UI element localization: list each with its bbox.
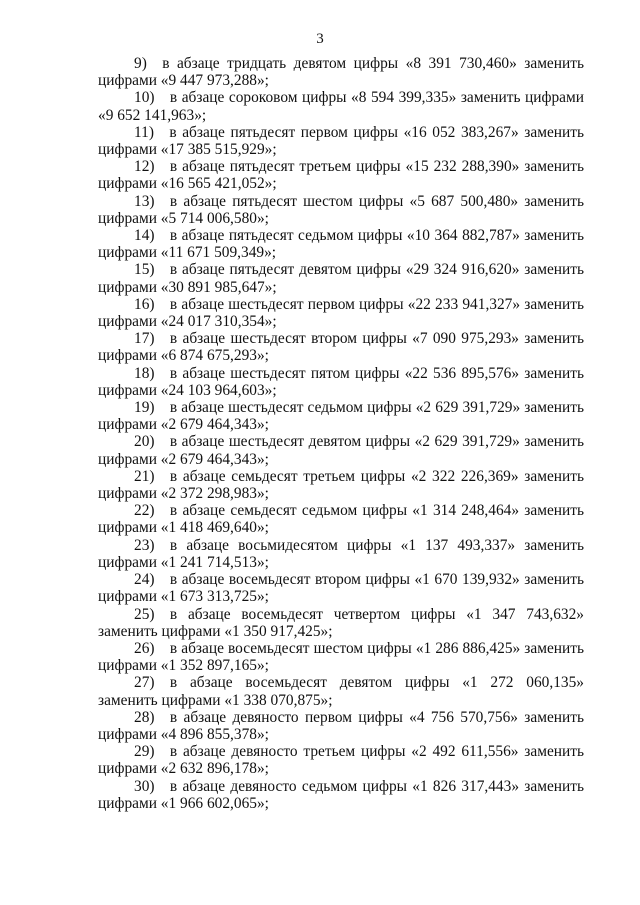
amendment-list <box>98 55 584 812</box>
amendment-item: 22) в абзаце семьдесят седьмом цифры «1 314 248,464» заменить цифрами «1 418 469,640»; <box>98 502 584 537</box>
amendment-item: 19) в абзаце шестьдесят седьмом цифры «2 629 391,729» заменить цифрами «2 679 464,343»; <box>98 399 584 434</box>
amendment-item: 28) в абзаце девяносто первом цифры «4 756 570,756» заменить цифрами «4 896 855,378»; <box>98 708 584 743</box>
amendment-item: 25) в абзаце восемьдесят четвертом цифры «1 347 743,632» заменить цифрами «1 350 917,425»; <box>98 605 584 640</box>
amendment-item: 29) в абзаце девяносто третьем цифры «2 492 611,556» заменить цифрами «2 632 896,178»; <box>98 743 584 778</box>
amendment-item: 24) в абзаце восемьдесят втором цифры «1 670 139,932» заменить цифрами «1 673 313,725»; <box>98 571 584 606</box>
amendment-item: 18) в абзаце шестьдесят пятом цифры «22 536 895,576» заменить цифрами «24 103 964,603»; <box>98 364 584 399</box>
amendment-item: 23) в абзаце восьмидесятом цифры «1 137 493,337» заменить цифрами «1 241 714,513»; <box>98 536 584 571</box>
amendment-item: 12) в абзаце пятьдесят третьем цифры «15 232 288,390» заменить цифрами «16 565 421,052»; <box>98 158 584 193</box>
amendment-item: 10) в абзаце сороковом цифры «8 594 399,335» заменить цифрами «9 652 141,963»; <box>98 89 584 124</box>
page-number: 3 <box>316 31 324 47</box>
amendment-item: 20) в абзаце шестьдесят девятом цифры «2 629 391,729» заменить цифрами «2 679 464,343»; <box>98 433 584 468</box>
amendment-item: 30) в абзаце девяносто седьмом цифры «1 826 317,443» заменить цифрами «1 966 602,065»; <box>98 777 584 812</box>
amendment-item: 16) в абзаце шестьдесят первом цифры «22 233 941,327» заменить цифрами «24 017 310,354»; <box>98 295 584 331</box>
amendment-item: 27) в абзаце восемьдесят девятом цифры «1 272 060,135» заменить цифрами «1 338 070,875»; <box>98 674 584 709</box>
amendment-item: 14) в абзаце пятьдесят седьмом цифры «10 364 882,787» заменить цифрами «11 671 509,349»; <box>98 227 584 262</box>
amendment-item: 11) в абзаце пятьдесят первом цифры «16 052 383,267» заменить цифрами «17 385 515,929»; <box>98 123 584 159</box>
amendment-item: 9) в абзаце тридцать девятом цифры «8 391 730,460» заменить цифрами «9 447 973,288»; <box>98 55 584 90</box>
amendment-item: 17) в абзаце шестьдесят втором цифры «7 090 975,293» заменить цифрами «6 874 675,293»; <box>98 330 584 365</box>
amendment-item: 13) в абзаце пятьдесят шестом цифры «5 687 500,480» заменить цифрами «5 714 006,580»; <box>98 192 584 227</box>
amendment-item: 15) в абзаце пятьдесят девятом цифры «29 324 916,620» заменить цифрами «30 891 985,647»; <box>98 261 584 296</box>
amendment-item: 26) в абзаце восемьдесят шестом цифры «1 286 886,425» заменить цифрами «1 352 897,165»; <box>98 639 584 675</box>
amendment-item: 21) в абзаце семьдесят третьем цифры «2 322 226,369» заменить цифрами «2 372 298,983»; <box>98 467 584 503</box>
